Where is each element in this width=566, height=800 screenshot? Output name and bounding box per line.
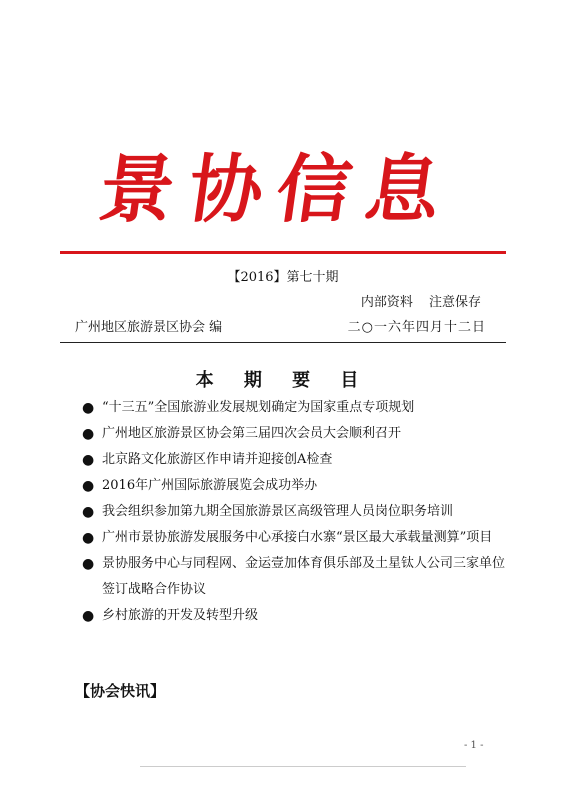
toc-item (82, 395, 512, 421)
masthead-title (93, 147, 447, 233)
bullet-icon: ● (82, 478, 95, 494)
black-divider (60, 342, 506, 343)
toc-item-text: 北京路文化旅游区作申请并迎接创A检查 (102, 452, 333, 467)
toc-item-text: “十三五”全国旅游业发展规划确定为国家重点专项规划 (102, 400, 415, 415)
issue-date: 二○一六年四月十二日 (347, 320, 486, 335)
toc-item (82, 473, 512, 499)
internal-label: 内部资料 (360, 295, 413, 310)
toc-item (82, 525, 512, 551)
bullet-icon: ● (82, 452, 95, 468)
toc-item (82, 421, 512, 447)
toc-item (82, 447, 512, 473)
toc-title: 本 期 要 目 (195, 370, 371, 391)
toc-item (82, 499, 512, 525)
bullet-icon: ● (82, 504, 95, 520)
toc-item-text: 广州市景协旅游发展服务中心承接白水寨“景区最大承载量测算”项目 (102, 530, 493, 545)
footer-rule (140, 766, 466, 767)
bullet-icon: ● (82, 556, 95, 572)
toc-item-text: 我会组织参加第九期全国旅游景区高级管理人员岗位职务培训 (102, 504, 454, 519)
masthead-char: 协 (182, 147, 269, 233)
bullet-icon: ● (82, 530, 95, 546)
page-number: - 1 - (464, 740, 484, 751)
toc-item-text: 广州地区旅游景区协会第三届四次会员大会顺利召开 (102, 426, 402, 441)
bullet-icon: ● (82, 426, 95, 442)
masthead-char: 息 (359, 147, 447, 233)
publisher: 广州地区旅游景区协会 编 (75, 320, 223, 335)
toc-item-text: 2016年广州国际旅游展览会成功举办 (102, 478, 318, 493)
toc-item-text: 乡村旅游的开发及转型升级 (102, 608, 259, 623)
bullet-icon: ● (82, 400, 95, 416)
internal-note (361, 291, 481, 310)
keep-label: 注意保存 (428, 295, 481, 310)
issue-number: 【2016】第七十期 (227, 270, 339, 285)
toc-item (82, 551, 512, 603)
masthead-char: 景 (93, 147, 181, 233)
masthead-char: 信 (271, 147, 358, 233)
toc-list (82, 395, 512, 629)
section-heading: 【协会快讯】 (75, 682, 166, 700)
toc-item (82, 603, 512, 629)
bullet-icon: ● (82, 608, 95, 624)
toc-item-text: 景协服务中心与同程网、金运壹加体育俱乐部及土星钛人公司三家单位签订战略合作协议 (102, 556, 506, 597)
red-divider (60, 251, 506, 254)
